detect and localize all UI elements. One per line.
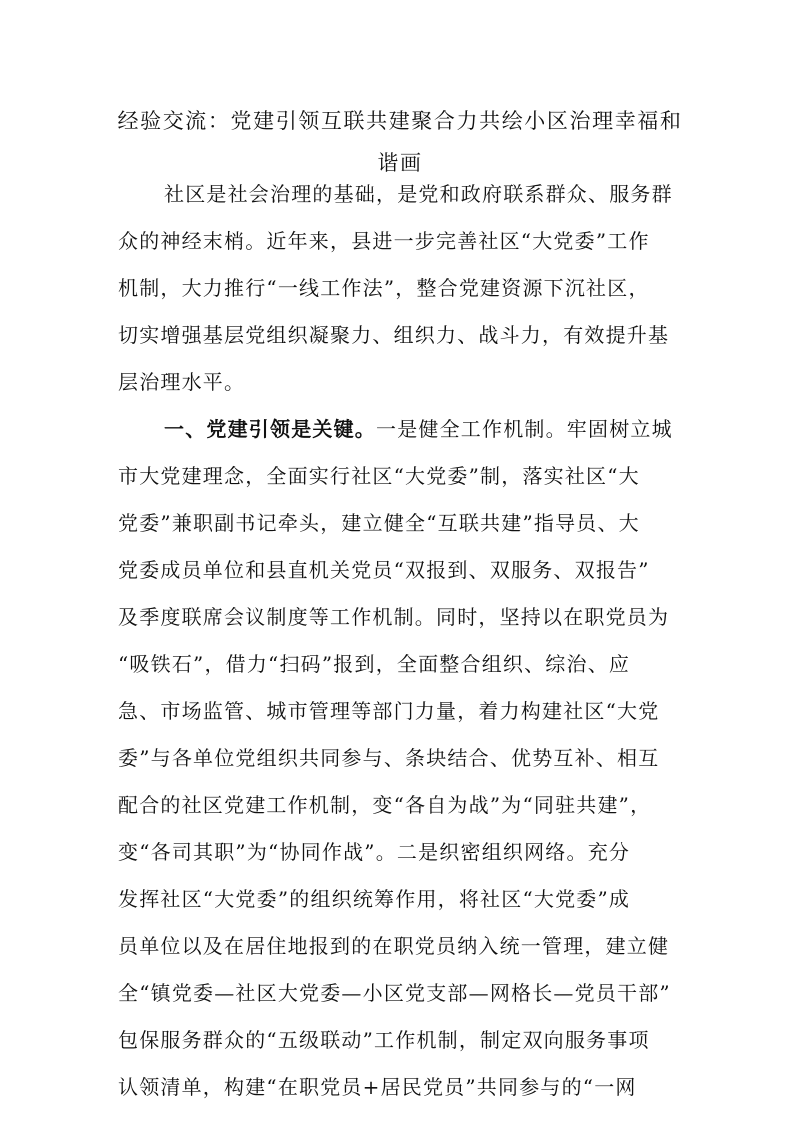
paragraph-line: 及季度联席会议制度等工作机制。同时，坚持以在职党员为 — [118, 605, 670, 629]
paragraph-line: 众的神经末梢。近年来，县进一步完善社区“大党委”工作 — [118, 229, 650, 253]
paragraph-line: 全“镇党委—社区大党委—小区党支部—网格长—党员干部” — [118, 981, 671, 1005]
section-first-line-text: 一是健全工作机制。牢固树立城 — [376, 417, 673, 441]
section-first-line — [164, 417, 688, 441]
paragraph-line: 社区是社会治理的基础，是党和政府联系群众、服务群 — [164, 182, 673, 206]
paragraph-line: 员单位以及在居住地报到的在职党员纳入统一管理，建立健 — [118, 934, 670, 958]
paragraph-line: 党委”兼职副书记牵头，建立健全“互联共建”指导员、大 — [118, 511, 640, 535]
paragraph-line: 变“各司其职”为“协同作战”。二是织密组织网络。充分 — [118, 840, 631, 864]
paragraph-line: 市大党建理念，全面实行社区“大党委”制，落实社区“大 — [118, 464, 640, 488]
document-title: 经验交流：党建引领互联共建聚合力共绘小区治理幸福和谐画 — [117, 109, 683, 175]
paragraph-line: 委”与各单位党组织共同参与、条块结合、优势互补、相互 — [118, 746, 660, 770]
paragraph-line: 急、市场监管、城市管理等部门力量，着力构建社区“大党 — [118, 699, 660, 723]
paragraph-line: “吸铁石”，借力“扫码”报到，全面整合组织、综治、应 — [118, 652, 631, 676]
paragraph-line: 包保服务群众的“五级联动”工作机制，制定双向服务事项 — [118, 1028, 650, 1052]
paragraph-line: 认领清单，构建“在职党员+居民党员”共同参与的“一网 — [118, 1075, 637, 1099]
paragraph-line: 机制，大力推行“一线工作法”，整合党建资源下沉社区， — [118, 276, 650, 300]
paragraph-line: 配合的社区党建工作机制，变“各自为战”为“同驻共建”， — [118, 793, 652, 817]
section-heading: 一、党建引领是关键。 — [164, 417, 376, 441]
paragraph-line: 党委成员单位和县直机关党员“双报到、双服务、双报告” — [118, 558, 650, 582]
paragraph-line: 层治理水平。 — [118, 370, 246, 394]
paragraph-line: 切实增强基层党组织凝聚力、组织力、战斗力，有效提升基 — [118, 323, 670, 347]
paragraph-line: 发挥社区“大党委”的组织统筹作用，将社区“大党委”成 — [118, 887, 631, 911]
